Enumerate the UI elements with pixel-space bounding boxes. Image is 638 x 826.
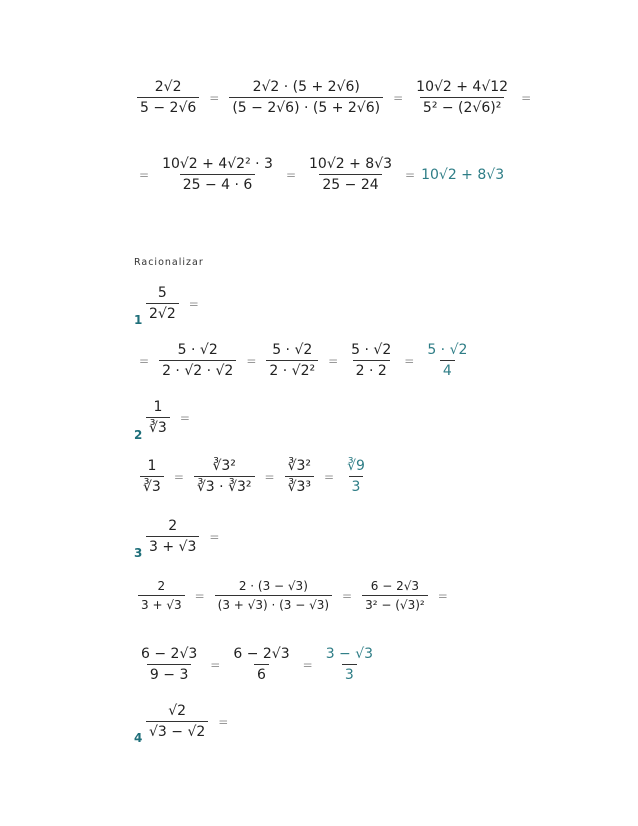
- problem-2-prompt: $\frac{1}{∛3}$ =: [142, 400, 196, 435]
- fraction: $\frac{10√2 + 4√12}{\text{5² − (2√6)²}}$: [416, 79, 509, 116]
- equals-sign: =: [521, 90, 532, 105]
- problem-index-2: 2: [134, 428, 143, 442]
- problem-index-4: 4: [134, 731, 143, 745]
- result: $\frac{3 - √3}{3}$: [325, 646, 374, 683]
- fraction: $\frac{2√2}{5 - 2√6}$: [137, 80, 199, 115]
- equals-sign: =: [209, 90, 220, 105]
- equals-sign: =: [405, 167, 416, 182]
- equals-sign: =: [393, 90, 404, 105]
- problem-2-solution: $\frac{1}{∛3}$ = $\frac{\text{∛3²}}{\text{∛3 · ∛3²}}$ = $\frac{\text{∛3²}}{\text{∛3³}}$ = $\frac{∛9}{3}$: [136, 459, 372, 494]
- problem-3-prompt: $\frac{2}{3 + √3}$ =: [142, 519, 225, 554]
- fraction: $\frac{10√2 + 8√3}{25 - 24}$: [309, 156, 393, 193]
- result: $\frac{∛9}{3}$: [347, 458, 365, 495]
- problem-3-solution-2: $\frac{6 - 2√3}{9 - 3}$ = $\frac{6 - 2√3}{6}$ = $\frac{3 - √3}{3}$: [134, 647, 380, 682]
- eq-row-2: [133, 157, 504, 192]
- fraction: $\frac{2√2 \cdot (5 + 2√6)}{(5 - 2√6) \cdot (5 + 2√6)}$: [229, 80, 383, 115]
- equals-sign: =: [139, 167, 150, 182]
- fraction: $\frac{\text{10√2 + 4√2² · 3}}{25 - 4 \cdot 6}$: [162, 156, 273, 193]
- problem-1-solution: = $\frac{5 \cdot √2}{2 \cdot √2 \cdot √2}$ = $\frac{5 \cdot √2}{\text{2 · √2²}}$ = $\frac{5 \cdot √2}{2 \cdot 2}$ = $\frac{5 \cdot √2}{4}$: [133, 343, 474, 378]
- problem-index-3: 3: [134, 546, 143, 560]
- problem-4-prompt: $\frac{√2}{√3 - √2}$ =: [142, 704, 234, 739]
- section-label: Racionalizar: [134, 257, 204, 268]
- eq-row-1: [133, 80, 537, 115]
- problem-3-solution: $\frac{2}{3 + √3}$ = $\frac{2 \cdot (3 - √3)}{(3 + √3) \cdot (3 - √3)}$ = $\frac{6 - 2√3}{\text{3² − (√3)²}}$ =: [134, 580, 454, 611]
- result: $\frac{5 \cdot √2}{4}$: [427, 342, 468, 379]
- problem-index-1: 1: [134, 313, 143, 327]
- equals-sign: =: [285, 167, 297, 182]
- problem-1-prompt: $\frac{5}{2√2}$ =: [142, 286, 205, 321]
- result: 10√2 + 8√3: [421, 166, 505, 183]
